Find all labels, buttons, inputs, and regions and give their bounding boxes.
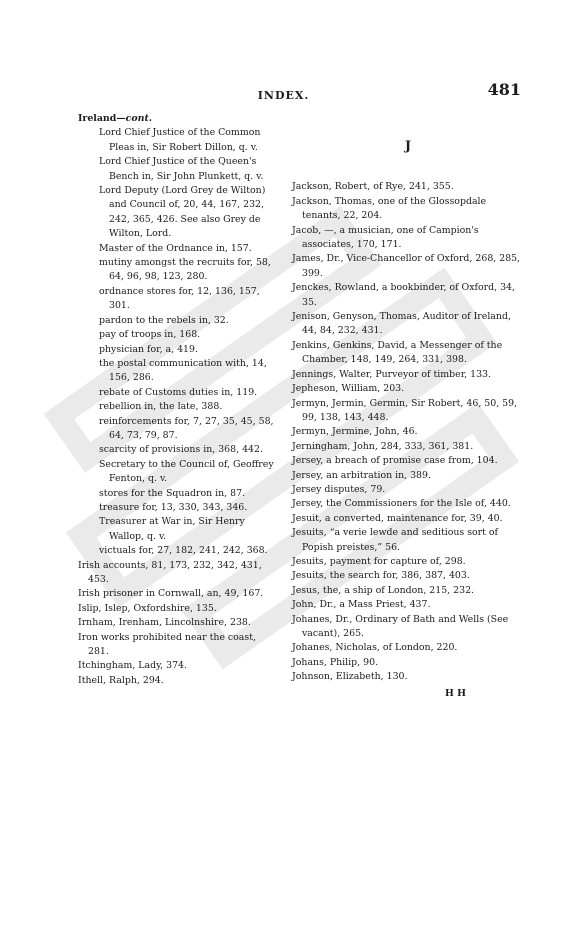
section-letter: J — [404, 139, 412, 154]
index-entry: James, Dr., Vice-Chancellor of Oxford, 268, 285, 399. — [292, 253, 521, 279]
subentry: Lord Chief Justice of the Queen's Bench in, Sir John Plunkett, q. v. — [99, 156, 264, 182]
index-entry: Jesuits, payment for capture of, 298. — [292, 555, 466, 567]
index-entry: Johnson, Elizabeth, 130. — [292, 671, 408, 683]
index-entry: Iron works prohibited near the coast, 281. — [78, 631, 256, 658]
index-entry: Jackson, Robert, of Rye, 241, 355. — [292, 181, 454, 193]
subentry: Lord Chief Justice of the Common Pleas in, Sir Robert Dillon, q. v. — [99, 127, 261, 153]
running-head: INDEX. — [257, 89, 310, 102]
index-entry: Jennings, Walter, Purveyor of timber, 133. — [292, 368, 491, 380]
index-entry: Jackson, Thomas, one of the Glossopdale tenants, 22, 204. — [292, 195, 487, 222]
subentry: ordnance stores for, 12, 136, 157, 301. — [99, 285, 260, 312]
subentry: rebate of Customs duties in, 119. — [99, 386, 258, 398]
index-entry: Johans, Philip, 90. — [292, 656, 379, 668]
index-entry: Jerningham, John, 284, 333, 361, 381. — [292, 440, 474, 452]
subentry: the postal communication with, 14, 156, 286. — [99, 357, 267, 384]
entry-heading-ireland — [78, 112, 274, 126]
index-entry: Irnham, Irenham, Lincolnshire, 238. — [78, 617, 251, 629]
right-column — [292, 112, 524, 701]
index-entry: Jacob, —, a musician, one of Campion's associates, 170, 171. — [292, 224, 479, 251]
index-entry: Jermyn, Jermin, Germin, Sir Robert, 46, 50, 59, 99, 138, 143, 448. — [292, 397, 518, 423]
index-entry: Jesuits, “a verie lewde and seditious sort of Popish preistes,” 56. — [292, 527, 499, 553]
index-entry: Jersey disputes, 79. — [292, 483, 386, 495]
index-entry: Jersey, an arbitration in, 389. — [292, 469, 431, 481]
subentry: Master of the Ordnance in, 157. — [99, 242, 252, 254]
index-entry: Itchingham, Lady, 374. — [78, 660, 187, 672]
subentry: Secretary to the Council of, Geoffrey Fenton, q. v. — [99, 458, 274, 485]
index-entry: Ithell, Ralph, 294. — [78, 674, 164, 686]
subentry: pardon to the rebels in, 32. — [99, 314, 229, 326]
index-entry: Jersey, a breach of promise case from, 104. — [292, 455, 498, 467]
index-entry: Johanes, Nicholas, of London, 220. — [292, 642, 458, 654]
index-entry: Jenison, Genyson, Thomas, Auditor of Ireland, 44, 84, 232, 431. — [292, 311, 511, 337]
index-entry: Jesuits, the search for, 386, 387, 403. — [292, 570, 470, 582]
signature-mark: H H — [445, 687, 466, 699]
heading-cont: cont. — [125, 113, 153, 124]
index-entry: Jermyn, Jermine, John, 46. — [292, 426, 418, 438]
index-entry: Irish accounts, 81, 173, 232, 342, 431, 453. — [78, 559, 262, 585]
subentry: treasure for, 13, 330, 343, 346. — [99, 501, 248, 513]
index-entry: John, Dr., a Mass Priest, 437. — [292, 599, 431, 611]
index-entry: Jesuit, a converted, maintenance for, 39, 40. — [292, 512, 503, 524]
left-column — [78, 112, 274, 688]
heading-name: Ireland— — [78, 113, 126, 124]
subentry: stores for the Squadron in, 87. — [99, 487, 246, 499]
index-entry: Islip, Islep, Oxfordshire, 135. — [78, 602, 217, 614]
index-entry: Jersey, the Commissioners for the Isle of, 440. — [292, 498, 511, 510]
subentry: pay of troops in, 168. — [99, 329, 201, 341]
subentry: reinforcements for, 7, 27, 35, 45, 58, 64, 73, 79, 87. — [99, 415, 274, 441]
index-entry: Irish prisoner in Cornwall, an, 49, 167. — [78, 588, 264, 600]
subentry: Treasurer at War in, Sir Henry Wallop, q. v. — [99, 516, 245, 542]
subentry: Lord Deputy (Lord Grey de Wilton) and Council of, 20, 44, 167, 232, 242, 365, 426. See also Grey de Wilton, Lord. — [99, 185, 266, 240]
index-entry: Jenckes, Rowland, a bookbinder, of Oxford, 34, 35. — [292, 282, 515, 308]
index-entry: Jenkins, Genkins, David, a Messenger of the Chamber, 148, 149, 264, 331, 398. — [292, 339, 503, 366]
subentry: rebellion in, the late, 388. — [99, 401, 223, 413]
page-number: 481 — [487, 80, 521, 99]
subentry: victuals for, 27, 182, 241, 242, 368. — [99, 545, 268, 557]
subentry: physician for, a, 419. — [99, 343, 198, 355]
subentry: mutiny amongst the recruits for, 58, 64, 96, 98, 123, 280. — [99, 257, 271, 283]
index-entry: Johanes, Dr., Ordinary of Bath and Wells (See vacant), 265. — [292, 613, 509, 639]
index-entry: Jesus, the, a ship of London, 215, 232. — [292, 584, 475, 596]
index-entry: Jepheson, William, 203. — [292, 383, 405, 395]
subentry: scarcity of provisions in, 368, 442. — [99, 444, 263, 456]
